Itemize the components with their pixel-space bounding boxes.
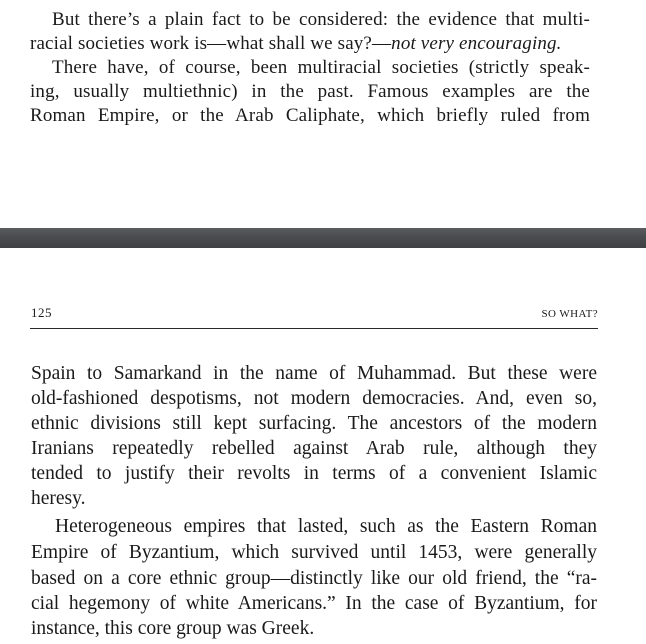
text-line: Empire of Byzantium, which survived until 1453, were generally	[31, 542, 597, 563]
text-line: based on a core ethnic group—distinctly like our old friend, the “ra-	[31, 568, 597, 589]
text-line: ethnic divisions still kept surfacing. The ancestors of the modern	[31, 413, 597, 434]
text-line: There have, of course, been multiracial societies (strictly speak-	[52, 57, 590, 78]
text-line: old-fashioned despotisms, not modern democracies. And, even so,	[31, 388, 597, 409]
text-line: instance, this core group was Greek.	[31, 618, 315, 639]
text-line: Spain to Samarkand in the name of Muhammad. But these were	[31, 363, 597, 384]
text-line: Heterogeneous empires that lasted, such as the Eastern Roman	[55, 516, 597, 537]
text-line: But there’s a plain fact to be considered: the evidence that multi-	[52, 9, 590, 30]
text-line: racial societies work is—what shall we say?—not very encouraging.	[30, 33, 562, 54]
text-line: tended to justify their revolts in terms of a convenient Islamic	[31, 463, 597, 484]
text-line: cial hegemony of white Americans.” In the case of Byzantium, for	[31, 593, 597, 614]
page-top	[0, 0, 646, 228]
text-line: heresy.	[31, 488, 86, 509]
running-head: SO WHAT?	[541, 308, 598, 320]
header-rule	[30, 328, 598, 329]
text-line: ing, usually multiethnic) in the past. Famous examples are the	[30, 81, 590, 102]
text-line: Iranians repeatedly rebelled against Arab rule, although they	[31, 438, 597, 459]
text-line: Roman Empire, or the Arab Caliphate, which briefly ruled from	[30, 105, 590, 126]
emphasis-text: not very encouraging.	[391, 33, 562, 54]
page-divider	[0, 228, 646, 248]
page-number: 125	[31, 305, 52, 320]
